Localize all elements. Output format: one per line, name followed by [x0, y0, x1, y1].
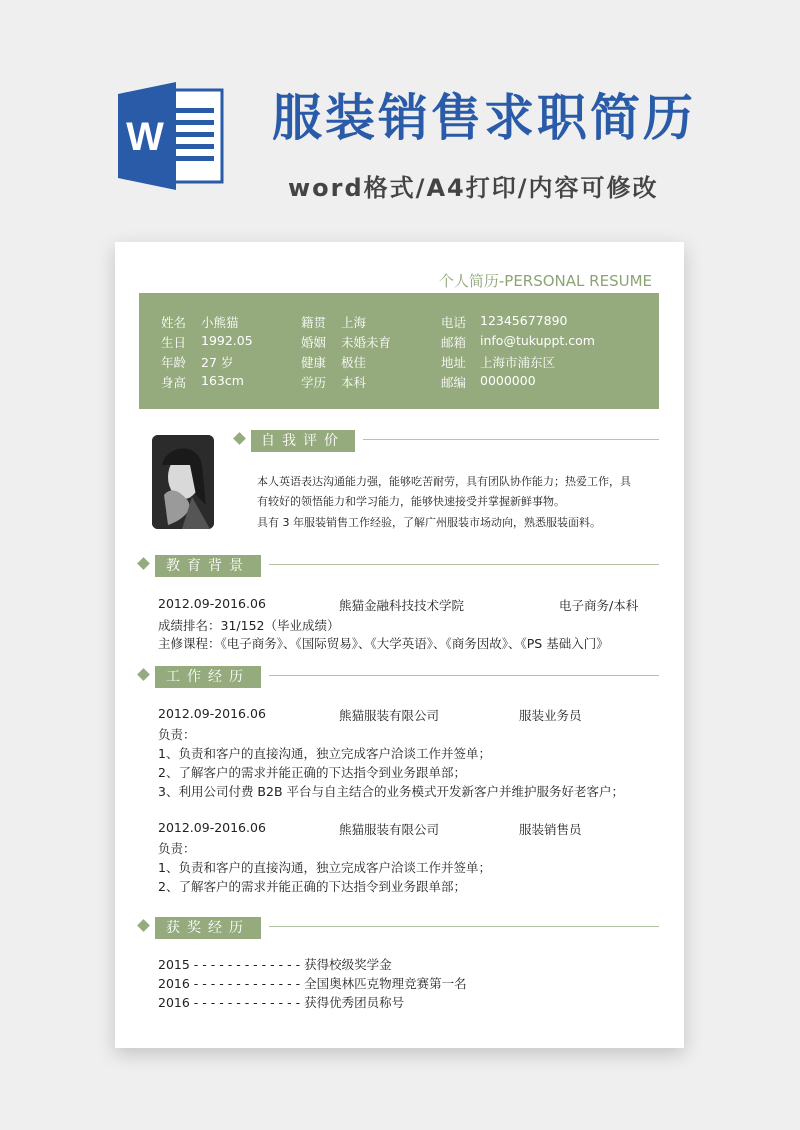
work-1-company: 熊猫服装有限公司 — [339, 708, 440, 723]
work-1-duty-1: 1、负责和客户的直接沟通，独立完成客户洽谈工作并签单； — [158, 746, 491, 761]
section-awards — [139, 917, 659, 939]
work-1-duty-2: 2、了解客户的需求并能正确的下达指令到业务跟单部； — [158, 765, 466, 780]
work-2-company: 熊猫服装有限公司 — [339, 822, 440, 837]
work-2-role: 服装销售员 — [519, 822, 582, 837]
info-label-address: 地址 — [441, 355, 467, 370]
info-value-birth: 1992.05 — [201, 333, 253, 348]
section-work — [139, 666, 659, 688]
section-title-awards: 获奖经历 — [155, 917, 261, 939]
work-1-duty-3: 3、利用公司付费 B2B 平台与自主结合的业务模式开发新客户并维护服务好老客户； — [158, 784, 625, 799]
self-eval-line-1: 本人英语表达沟通能力强，能够吃苦耐劳，具有团队协作能力；热爱工作，具 — [257, 475, 631, 488]
banner-subtitle: word格式/A4打印/内容可修改 — [288, 174, 659, 202]
work-2-duty-2: 2、了解客户的需求并能正确的下达指令到业务跟单部； — [158, 879, 466, 894]
edu-school: 熊猫金融科技技术学院 — [339, 598, 465, 613]
edu-rank: 成绩排名：31/152（毕业成绩） — [158, 618, 340, 633]
section-title-work: 工作经历 — [155, 666, 261, 688]
section-diamond-icon — [137, 557, 150, 570]
info-label-phone: 电话 — [441, 315, 467, 330]
section-title-education: 教育背景 — [155, 555, 261, 577]
info-value-age: 27 岁 — [201, 355, 234, 370]
info-value-degree: 本科 — [341, 375, 367, 390]
resume-tag: 个人简历-PERSONAL RESUME — [438, 272, 652, 290]
info-value-email: info@tukuppt.com — [480, 333, 595, 348]
self-eval-line-2: 有较好的领悟能力和学习能力，能够快速接受并掌握新鲜事物。 — [257, 495, 565, 508]
info-value-address: 上海市浦东区 — [480, 355, 556, 370]
banner-title: 服装销售求职简历 — [272, 89, 696, 147]
info-label-health: 健康 — [301, 355, 327, 370]
info-value-marital: 未婚未育 — [341, 335, 392, 350]
self-eval-line-3: 具有 3 年服装销售工作经验，了解广州服装市场动向，熟悉服装面料。 — [257, 516, 601, 529]
info-value-height: 163cm — [201, 373, 244, 388]
award-1: 2015 - - - - - - - - - - - - - 获得校级奖学金 — [158, 957, 392, 972]
section-diamond-icon — [233, 432, 246, 445]
section-diamond-icon — [137, 668, 150, 681]
info-label-birth: 生日 — [161, 335, 187, 350]
profile-photo — [152, 435, 214, 529]
section-rule — [269, 926, 659, 927]
section-education — [139, 555, 659, 577]
work-2-period: 2012.09-2016.06 — [158, 820, 266, 835]
info-label-email: 邮箱 — [441, 335, 467, 350]
award-3: 2016 - - - - - - - - - - - - - 获得优秀团员称号 — [158, 995, 405, 1010]
section-rule — [269, 675, 659, 676]
info-label-postcode: 邮编 — [441, 375, 467, 390]
section-diamond-icon — [137, 919, 150, 932]
edu-courses: 主修课程：《电子商务》、《国际贸易》、《大学英语》、《商务因故》、《PS 基础入门》 — [158, 636, 609, 651]
edu-major: 电子商务/本科 — [559, 598, 639, 613]
work-2-duty-label: 负责： — [158, 841, 196, 856]
info-label-marital: 婚姻 — [301, 335, 327, 350]
section-rule — [363, 439, 659, 440]
portrait-image — [152, 435, 214, 529]
info-value-name: 小熊猫 — [201, 315, 239, 330]
section-title-self-eval: 自我评价 — [251, 430, 355, 452]
info-value-phone: 12345677890 — [480, 313, 568, 328]
work-2-duty-1: 1、负责和客户的直接沟通，独立完成客户洽谈工作并签单； — [158, 860, 491, 875]
info-label-height: 身高 — [161, 375, 187, 390]
award-2: 2016 - - - - - - - - - - - - - 全国奥林匹克物理竞赛第一名 — [158, 976, 467, 991]
info-label-name: 姓名 — [161, 315, 187, 330]
info-value-health: 极佳 — [341, 355, 367, 370]
word-icon — [118, 80, 226, 192]
work-1-duty-label: 负责： — [158, 727, 196, 742]
work-1-period: 2012.09-2016.06 — [158, 706, 266, 721]
info-value-postcode: 0000000 — [480, 373, 536, 388]
section-self-eval — [235, 430, 659, 452]
section-rule — [269, 564, 659, 565]
svg-text:W: W — [126, 115, 164, 159]
resume-page — [115, 242, 684, 1048]
info-label-hometown: 籍贯 — [301, 315, 327, 330]
info-label-age: 年龄 — [161, 355, 187, 370]
info-value-hometown: 上海 — [341, 315, 367, 330]
personal-info-box — [139, 293, 659, 409]
info-label-degree: 学历 — [301, 375, 327, 390]
work-1-role: 服装业务员 — [519, 708, 582, 723]
edu-period: 2012.09-2016.06 — [158, 596, 266, 611]
